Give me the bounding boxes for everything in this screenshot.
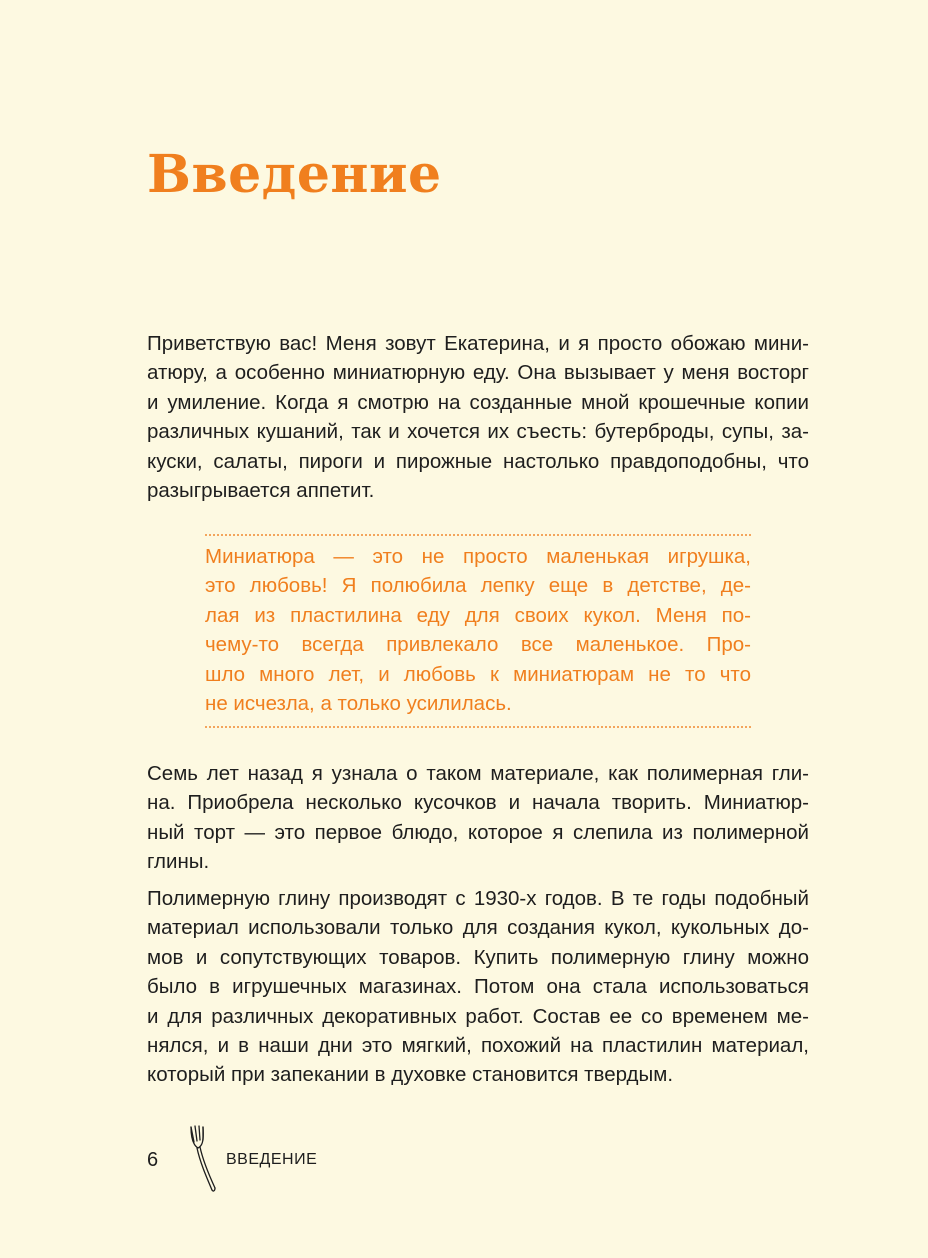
quote-line: шло много лет, и любовь к миниатюрам не то что xyxy=(205,662,751,686)
quote-line: чему-то всегда привлекало все маленькое. Про- xyxy=(205,633,751,657)
text-line: было в игрушечных магазинах. Потом она стала использоваться xyxy=(147,975,809,999)
page-number: 6 xyxy=(147,1149,159,1171)
text-line: Семь лет назад я узнала о таком материале, как полимерная гли- xyxy=(147,762,809,785)
text-line: который при запекании в духовке становится твердым. xyxy=(147,1063,674,1087)
quote-line: Миниатюра — это не просто маленькая игрушка, xyxy=(205,545,751,568)
text-line: и умиление. Когда я смотрю на созданные мной крошечные копии xyxy=(147,390,809,414)
text-line: разыгрывается аппетит. xyxy=(147,479,375,503)
pull-quote xyxy=(205,534,751,728)
text-line: ный торт — это первое блюдо, которое я слепила из полимерной xyxy=(147,820,809,844)
running-section-title: ВВЕДЕНИЕ xyxy=(226,1151,318,1168)
text-line: глины. xyxy=(147,850,210,874)
text-line: Полимерную глину производят с 1930-х годов. В те годы подобный xyxy=(147,887,809,910)
page-title: Введение xyxy=(147,144,442,205)
fork-icon xyxy=(186,1124,220,1194)
quote-line: это любовь! Я полюбила лепку еще в детстве, де- xyxy=(205,574,751,598)
paragraph-clay-discovery xyxy=(147,759,809,877)
text-line: и для различных декоративных работ. Состав ее со временем ме- xyxy=(147,1004,809,1028)
quote-line: не исчезла, а только усилилась. xyxy=(205,692,512,716)
text-line: атюру, а особенно миниатюрную еду. Она вызывает у меня восторг xyxy=(147,361,809,385)
paragraph-intro xyxy=(147,329,809,505)
paragraph-clay-history xyxy=(147,884,809,1090)
text-line: куски, салаты, пироги и пирожные настолько правдоподобны, что xyxy=(147,449,809,473)
text-line: Приветствую вас! Меня зовут Екатерина, и я просто обожаю мини- xyxy=(147,332,809,355)
text-line: мов и сопутствующих товаров. Купить полимерную глину можно xyxy=(147,945,809,969)
text-line: нялся, и в наши дни это мягкий, похожий на пластилин материал, xyxy=(147,1034,809,1058)
text-line: на. Приобрела несколько кусочков и начала творить. Миниатюр- xyxy=(147,791,809,815)
text-line: различных кушаний, так и хочется их съесть: бутерброды, супы, за- xyxy=(147,420,809,444)
quote-line: лая из пластилина еду для своих кукол. Меня по- xyxy=(205,603,751,627)
text-line: материал использовали только для создания кукол, кукольных до- xyxy=(147,916,809,940)
pull-quote-text xyxy=(205,542,751,718)
